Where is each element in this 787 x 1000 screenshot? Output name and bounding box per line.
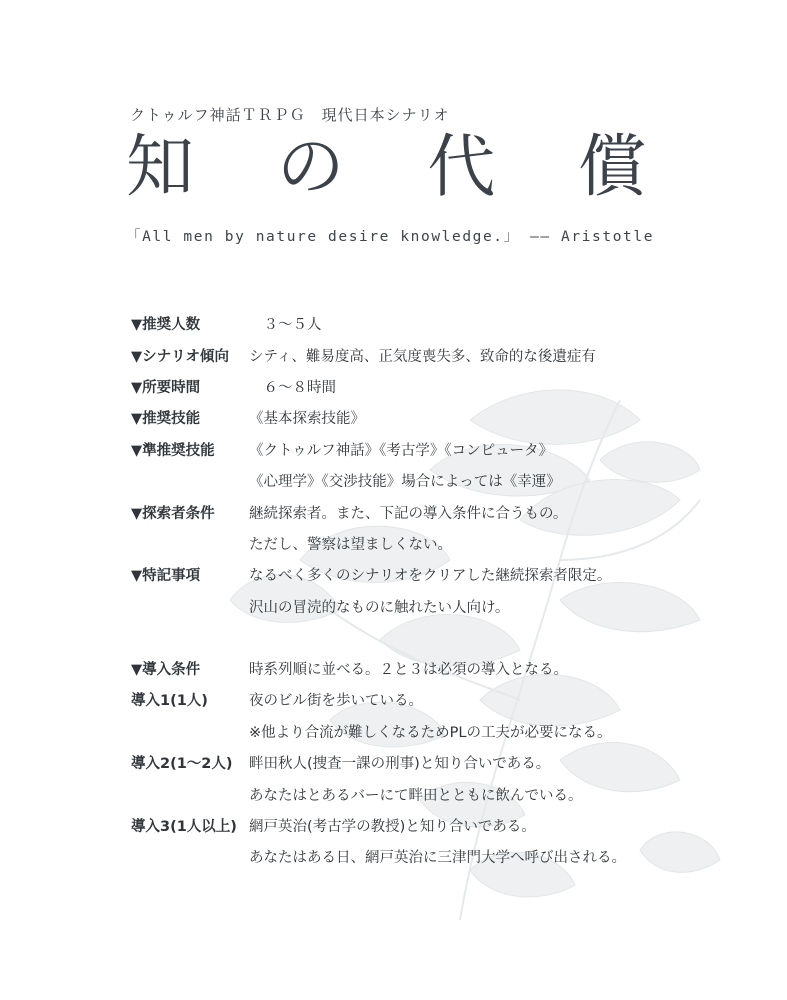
info-label: 導入2(1～2人) [131, 756, 233, 773]
info-row [131, 747, 751, 778]
info-value: 時系列順に並べる。２と３は必須の導入となる。 [249, 662, 568, 679]
info-row [131, 465, 751, 496]
info-row [131, 778, 751, 809]
info-value: ６～８時間 [249, 379, 336, 396]
info-value: ただし、警察は望ましくない。 [249, 536, 452, 553]
title-char: 償 [577, 128, 646, 207]
info-label: ▼導入条件 [131, 662, 201, 679]
info-value: あなたはとあるバーにて畔田とともに飲んでいる。 [249, 787, 583, 804]
info-row [131, 339, 751, 370]
scenario-info-list [131, 308, 751, 873]
info-row [131, 591, 751, 622]
info-row [131, 684, 751, 715]
info-row-spacer [131, 622, 751, 653]
info-value: 《心理学》《交渉技能》場合によっては《幸運》 [249, 474, 561, 491]
info-value: 網戸英治(考古学の教授)と知り合いである。 [249, 819, 536, 836]
info-label: 導入1(1人) [131, 693, 208, 710]
info-row [131, 528, 751, 559]
info-value: ※他より合流が難しくなるためPLの工夫が必要になる。 [249, 724, 612, 741]
info-row [131, 402, 751, 433]
info-row [131, 716, 751, 747]
info-label: ▼シナリオ傾向 [131, 348, 230, 365]
info-value: 沢山の冒涜的なものに触れたい人向け。 [249, 599, 510, 616]
info-label: ▼特記事項 [131, 568, 201, 585]
info-row [131, 434, 751, 465]
info-row [131, 841, 751, 872]
info-value: 畔田秋人(捜査一課の刑事)と知り合いである。 [249, 756, 551, 773]
info-row [131, 496, 751, 527]
info-label: ▼所要時間 [131, 379, 201, 396]
info-value: ３～５人 [249, 317, 322, 334]
title-char: 知 [126, 128, 195, 207]
info-value: 継続探索者。また、下記の導入条件に合うもの。 [249, 505, 568, 522]
info-row [131, 653, 751, 684]
title-char: の [276, 128, 345, 207]
scenario-subtitle: クトゥルフ神話ＴＲＰＧ 現代日本シナリオ [130, 106, 450, 124]
info-row [131, 810, 751, 841]
info-label: ▼推奨技能 [131, 411, 201, 428]
info-label: 導入3(1人以上) [131, 819, 237, 836]
info-row [131, 559, 751, 590]
scenario-title [126, 128, 646, 208]
info-value: あなたはある日、網戸英治に三津門大学へ呼び出される。 [249, 850, 626, 867]
info-value: シティ、難易度高、正気度喪失多、致命的な後遺症有 [249, 348, 596, 365]
info-row [131, 308, 751, 339]
info-value: 《クトゥルフ神話》《考古学》《コンピュータ》 [249, 442, 554, 459]
info-label: ▼探索者条件 [131, 505, 215, 522]
info-label: ▼準推奨技能 [131, 442, 215, 459]
info-value: 《基本探索技能》 [249, 411, 365, 428]
info-value: なるべく多くのシナリオをクリアした継続探索者限定。 [249, 568, 612, 585]
title-char: 代 [427, 128, 496, 207]
info-label: ▼推奨人数 [131, 317, 201, 334]
info-row [131, 371, 751, 402]
epigraph-quote: 「All men by nature desire knowledge.」 ―― Aristotle [126, 229, 655, 245]
info-value: 夜のビル街を歩いている。 [249, 693, 423, 710]
